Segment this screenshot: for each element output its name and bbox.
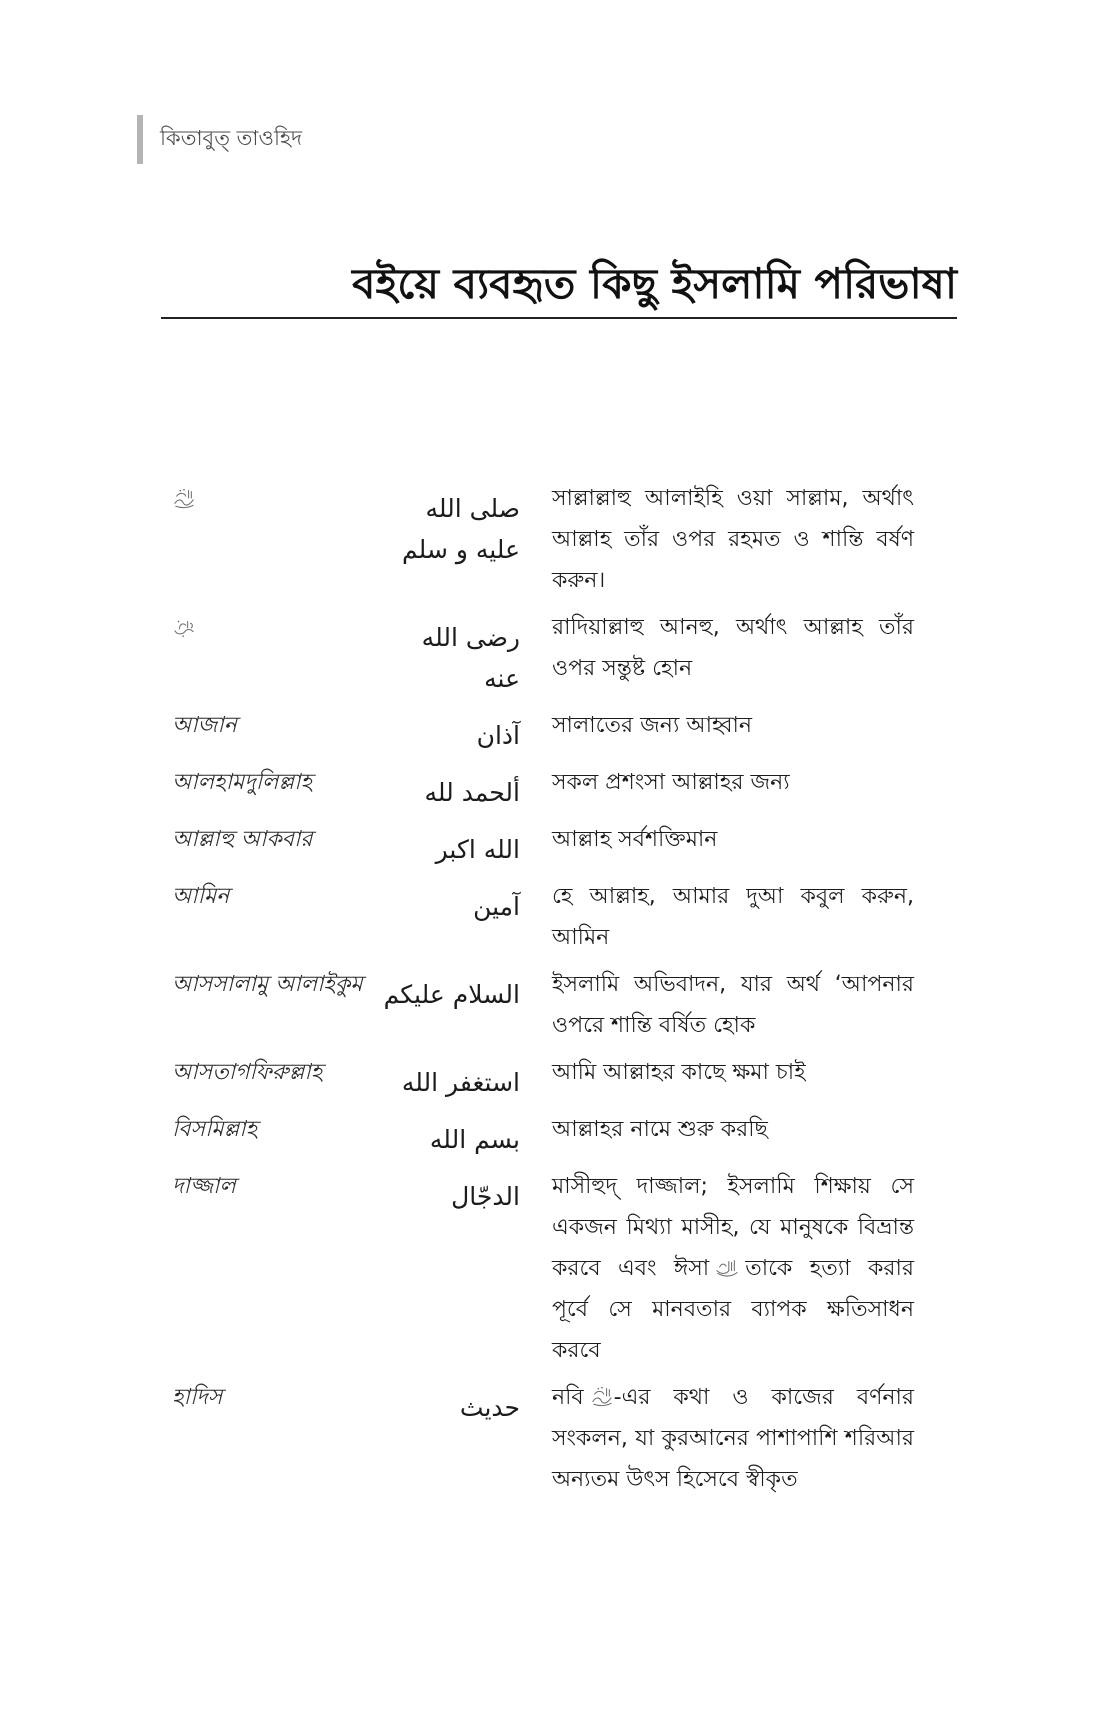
term-meaning-cell — [552, 478, 914, 601]
term-transliteration: হাদিস — [172, 1385, 223, 1410]
glossary-row — [172, 964, 946, 1052]
term-arabic: استغفر الله — [401, 1068, 520, 1097]
term-meaning-after: -এর কথা ও কাজের বর্ণনার সংকলন, যা কুরআনের পাশাপাশি শরিআর অন্যতম উৎস হিসেবে স্বীকৃত — [552, 1385, 914, 1492]
term-meaning: রাদিয়াল্লাহু আনহু, অর্থাৎ আল্লাহ তাঁর ওপর সন্তুষ্ট হোন — [552, 615, 914, 681]
term-transliteration: আসসালামু আলাইকুম — [172, 972, 363, 997]
term-arabic: آذان — [476, 721, 520, 750]
term-meaning-before: নবি — [552, 1385, 584, 1410]
glossary-row — [172, 478, 946, 607]
term-arabic: ألحمد لله — [424, 778, 520, 807]
term-arabic-cell — [378, 478, 520, 601]
term-transliteration: আসতাগফিরুল্লাহ — [172, 1060, 323, 1085]
term-cell — [172, 1166, 378, 1371]
term-transliteration: আজান — [172, 713, 237, 738]
glossary-row — [172, 607, 946, 705]
term-arabic: السلام علیکم — [383, 980, 520, 1009]
term-meaning-cell — [552, 607, 914, 699]
title-underline — [161, 317, 957, 319]
term-arabic: الدجّال — [451, 1182, 520, 1211]
term-arabic-cell — [378, 1377, 520, 1500]
term-cell — [172, 1109, 378, 1160]
term-transliteration: দাজ্জাল — [172, 1174, 236, 1199]
term-meaning: সকল প্রশংসা আল্লাহর জন্য — [552, 770, 790, 795]
term-meaning-cell — [552, 964, 914, 1046]
glossary-row — [172, 1377, 946, 1506]
glossary-table — [172, 478, 946, 1506]
term-meaning: সালাতের জন্য আহ্বান — [552, 713, 753, 738]
term-arabic-cell — [378, 1166, 520, 1371]
term-meaning: আল্লাহ সর্বশক্তিমান — [552, 827, 718, 852]
term-arabic: آمین — [473, 892, 520, 921]
term-arabic-cell — [378, 876, 520, 958]
term-arabic-cell — [378, 762, 520, 813]
term-transliteration: বিসমিল্লাহ — [172, 1117, 258, 1142]
term-cell — [172, 964, 378, 1046]
term-arabic-cell — [378, 607, 520, 699]
running-header-title: কিতাবুত্ তাওহিদ — [160, 126, 303, 150]
term-meaning-cell — [552, 762, 914, 813]
term-cell — [172, 819, 378, 870]
term-meaning-cell — [552, 1052, 914, 1103]
term-meaning-cell — [552, 1166, 914, 1371]
term-meaning: আল্লাহর নামে শুরু করছি — [552, 1117, 768, 1142]
term-meaning-cell — [552, 819, 914, 870]
sallallahu-alayhi-wasallam-icon — [172, 487, 196, 509]
glossary-row — [172, 876, 946, 964]
term-arabic: حدیث — [459, 1393, 520, 1422]
sallallahu-alayhi-wasallam-icon — [590, 1385, 614, 1407]
term-meaning-before: মাসীহুদ্ দাজ্জাল; ইসলামি শিক্ষায় সে একজন মিথ্যা মাসীহ, যে মানুষকে বিভ্রান্ত করবে এবং ঈসা — [552, 1174, 914, 1281]
term-cell — [172, 478, 378, 601]
term-arabic-cell — [378, 705, 520, 756]
term-meaning: সাল্লাল্লাহু আলাইহি ওয়া সাল্লাম, অর্থাৎ আল্লাহ তাঁর ওপর রহমত ও শান্তি বর্ষণ করুন। — [552, 486, 914, 593]
term-meaning: আমি আল্লাহর কাছে ক্ষমা চাই — [552, 1060, 806, 1085]
term-cell — [172, 1052, 378, 1103]
term-arabic: الله اکبر — [435, 835, 520, 864]
glossary-row — [172, 1052, 946, 1109]
term-meaning-cell — [552, 876, 914, 958]
glossary-row — [172, 1166, 946, 1377]
term-transliteration: আল্লাহু আকবার — [172, 827, 313, 852]
radiallahu-anhu-icon — [172, 616, 196, 638]
glossary-row — [172, 705, 946, 762]
term-meaning: হে আল্লাহ, আমার দুআ কবুল করুন, আমিন — [552, 884, 914, 950]
term-cell — [172, 876, 378, 958]
term-arabic: رضی الله عنه — [421, 623, 520, 693]
term-arabic: بسم الله — [429, 1125, 520, 1154]
term-cell — [172, 1377, 378, 1500]
glossary-row — [172, 762, 946, 819]
term-arabic-cell — [378, 819, 520, 870]
term-cell — [172, 705, 378, 756]
term-arabic-cell — [378, 964, 520, 1046]
term-arabic-cell — [378, 1109, 520, 1160]
glossary-row — [172, 819, 946, 876]
term-arabic-cell — [378, 1052, 520, 1103]
term-transliteration: আমিন — [172, 884, 230, 909]
running-header-bar — [137, 115, 143, 164]
term-cell — [172, 762, 378, 813]
term-transliteration: আলহামদুলিল্লাহ — [172, 770, 313, 795]
term-meaning-cell — [552, 705, 914, 756]
term-arabic: صلی الله علیه و سلم — [402, 494, 520, 564]
alayhis-salam-icon — [715, 1256, 739, 1278]
page-title: বইয়ে ব্যবহৃত কিছু ইসলামি পরিভাষা — [352, 259, 957, 308]
term-cell — [172, 607, 378, 699]
term-meaning-cell — [552, 1377, 914, 1500]
term-meaning: ইসলামি অভিবাদন, যার অর্থ ‘আপনার ওপরে শান্তি বর্ষিত হোক — [552, 972, 914, 1038]
term-meaning-cell — [552, 1109, 914, 1160]
term-meaning-after: তাকে হত্যা করার পূর্বে সে মানবতার ব্যাপক ক্ষতিসাধন করবে — [552, 1256, 914, 1363]
glossary-row — [172, 1109, 946, 1166]
